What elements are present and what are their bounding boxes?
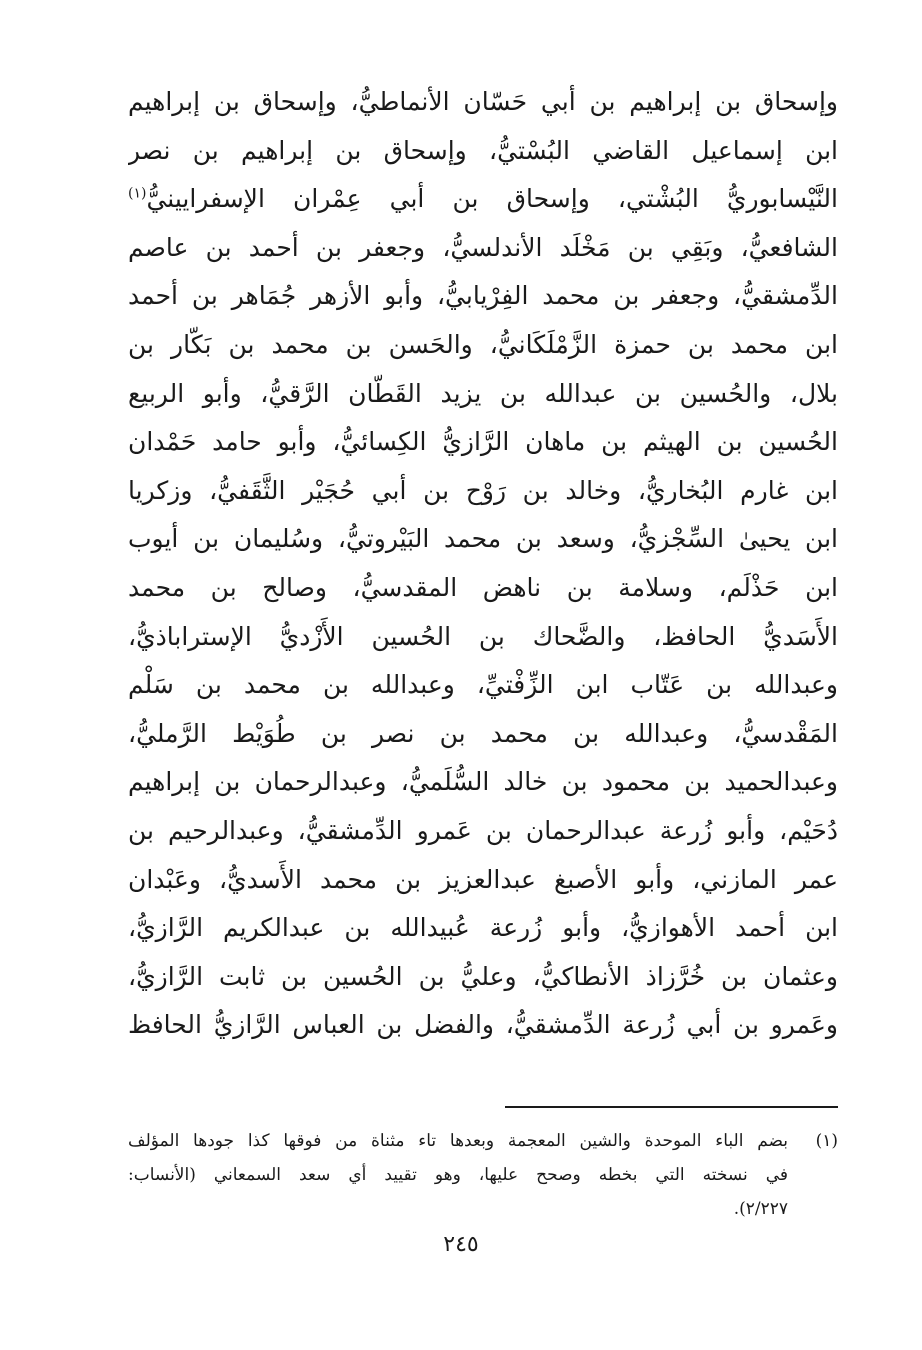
text-line: الأَسَديُّ الحافظ، والضَّحاك بن الحُسين الأَزْديُّ الإستراباذيُّ، <box>128 621 838 651</box>
footnote-marker: (١) <box>128 185 147 202</box>
text-line: دُحَيْم، وأبو زُرعة عبدالرحمان بن عَمرو الدِّمشقيُّ، وعبدالرحيم بن <box>128 815 838 845</box>
footnote-separator <box>505 1106 838 1108</box>
text-line: المَقْدسيُّ، وعبدالله بن محمد بن نصر بن طُوَيْط الرَّمليُّ، <box>128 718 838 748</box>
text-line: وعثمان بن خُرَّزاذ الأنطاكيُّ، وعليُّ بن الحُسين بن ثابت الرَّازيُّ، <box>128 961 838 991</box>
footnote-line: في نسخته التي بخطه وصحح عليها، وهو تقييد أي سعد السمعاني (الأنساب: <box>128 1165 788 1185</box>
text-line: ابن غارم البُخاريُّ، وخالد بن رَوْح بن أبي حُجَيْر الثَّقَفيُّ، وزكريا <box>128 475 838 505</box>
text-line: بلال، والحُسين بن عبدالله بن يزيد القَطّان الرَّقيُّ، وأبو الربيع <box>128 378 838 408</box>
text-line: وعبدالحميد بن محمود بن خالد السُّلَميُّ، وعبدالرحمان بن إبراهيم <box>128 767 838 797</box>
main-text <box>128 78 838 1050</box>
footnote <box>128 1124 838 1226</box>
text-line: وإسحاق بن إبراهيم بن أبي حَسّان الأنماطيُّ، وإسحاق بن إبراهيم <box>128 87 838 116</box>
footnote-line: بضم الباء الموحدة والشين المعجمة وبعدها تاء مثناة من فوقها كذا جودها المؤلف <box>128 1131 788 1151</box>
footnotes <box>128 1124 838 1226</box>
text-line: ابن أحمد الأهوازيُّ، وأبو زُرعة عُبيدالله بن عبدالكريم الرَّازيُّ، <box>128 913 838 943</box>
text-line: ابن إسماعيل القاضي البُسْتيُّ، وإسحاق بن إبراهيم بن نصر <box>128 135 838 165</box>
text-line: الدِّمشقيُّ، وجعفر بن محمد الفِرْيابيُّ، وأبو الأزهر جُمَاهر بن أحمد <box>128 281 838 311</box>
text-line: عمر المازني، وأبو الأصبغ عبدالعزيز بن محمد الأَسديُّ، وعَبْدان <box>128 864 838 894</box>
page-number: ٢٤٥ <box>443 1232 479 1257</box>
text-line: الشافعيُّ، وبَقِي بن مَخْلَد الأندلسيُّ، وجعفر بن أحمد بن عاصم <box>128 232 838 262</box>
text-line: وعبدالله بن عَتّاب ابن الزِّفْتيِّ، وعبدالله بن محمد بن سَلْم <box>128 670 838 700</box>
text-line: وعَمرو بن أبي زُرعة الدِّمشقيُّ، والفضل بن العباس الرَّازيُّ الحافظ <box>128 1010 838 1040</box>
text-line-with-footnote <box>128 175 838 224</box>
footnote-number: (١) <box>815 1131 838 1151</box>
text-segment: النَّيْسابوريُّ البُشْتي، وإسحاق بن أبي عِمْران الإسفرايينيُّ <box>146 184 838 214</box>
text-line: ابن محمد بن حمزة الزَّمْلَكَانيُّ، والحَسن بن محمد بن بَكّار بن <box>128 329 838 359</box>
text-line: ابن حَذْلَم، وسلامة بن ناهض المقدسيُّ، وصالح بن محمد <box>128 572 838 602</box>
text-line: ابن يحيىٰ السِّجْزيُّ، وسعد بن محمد البَيْروتيُّ، وسُليمان بن أيوب <box>128 524 838 554</box>
text-line: الحُسين بن الهيثم بن ماهان الرَّازيُّ الكِسائيُّ، وأبو حامد حَمْدان <box>128 427 838 457</box>
footnote-line: ٢/٢٢٧). <box>733 1199 788 1219</box>
